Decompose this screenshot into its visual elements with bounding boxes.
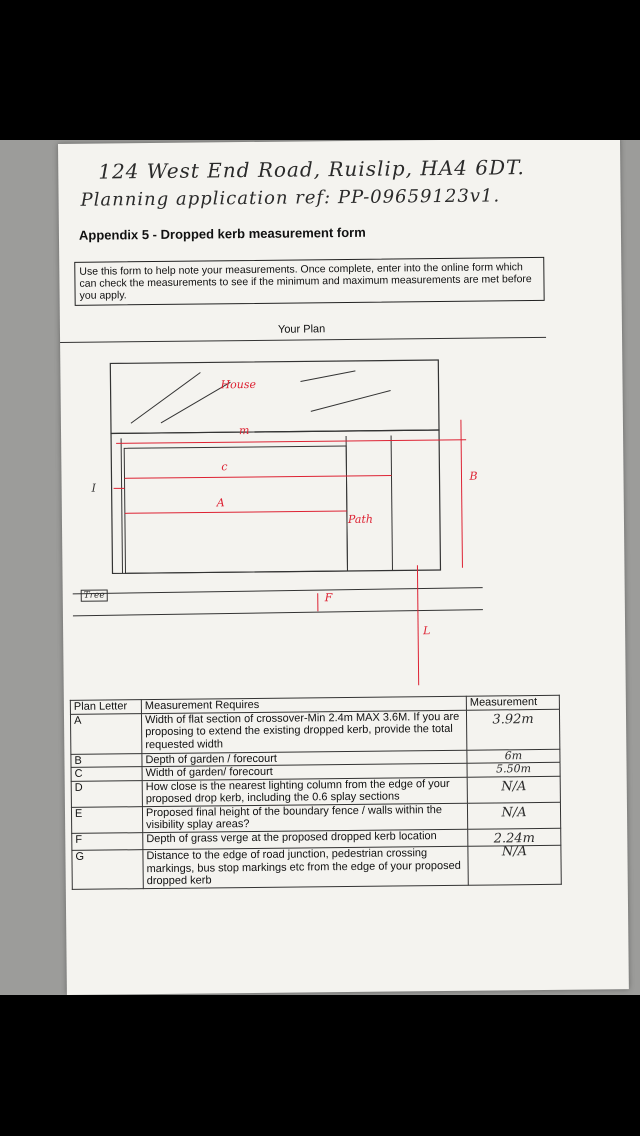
path-divider [346, 436, 347, 571]
driveway-outline [124, 446, 347, 573]
arrow-b [461, 420, 463, 568]
appendix-title: Appendix 5 - Dropped kerb measurement form [78, 224, 366, 243]
row-letter: D [71, 780, 142, 807]
label-path: Path [347, 512, 373, 526]
handwritten-planning-ref: Planning application ref: PP-09659123v1. [80, 185, 501, 211]
row-value: N/A [501, 844, 528, 860]
row-letter: G [72, 850, 143, 889]
row-value: N/A [501, 804, 527, 820]
row-value: 2.24m [493, 830, 536, 846]
intro-box [74, 257, 544, 306]
plan-sketch [60, 338, 626, 694]
house-hatch-line [311, 391, 391, 412]
row-requirement: How close is the nearest lighting column from the edge of your proposed drop kerb, including the 0.6 splay sections [142, 777, 467, 806]
header-measurement: Measurement [466, 695, 559, 709]
plan-title: Your Plan [277, 323, 326, 336]
arrow-l [417, 565, 418, 685]
road-line [73, 610, 483, 616]
house-hatch-line [130, 373, 201, 424]
row-letter: C [71, 767, 142, 781]
label-tree: Tree [81, 590, 108, 602]
row-value: N/A [501, 778, 527, 794]
label-l: L [423, 624, 431, 638]
arrow-c [125, 476, 392, 479]
table-row [70, 709, 559, 754]
measurement-arrows [113, 420, 469, 689]
row-value: 6m [504, 748, 523, 762]
label-b: B [469, 469, 478, 483]
row-requirement: Depth of garden / forecourt [142, 750, 467, 767]
label-i: I [91, 481, 97, 495]
label-a: A [216, 496, 225, 510]
row-letter: B [71, 753, 142, 767]
header-plan-letter: Plan Letter [70, 700, 141, 714]
house-hatch-line [300, 371, 355, 382]
header-requirement: Measurement Requires [141, 696, 466, 713]
row-requirement: Distance to the edge of road junction, pedestrian crossing markings, bus stop markings etc from the edge of your proposed dropped kerb [143, 846, 468, 888]
row-requirement: Depth of grass verge at the proposed dropped kerb location [143, 829, 468, 850]
row-letter: E [71, 806, 142, 833]
handwritten-address: 124 West End Road, Ruislip, HA4 6DT. [98, 155, 525, 184]
table-row [72, 845, 561, 889]
row-letter: F [72, 832, 143, 850]
row-requirement: Width of garden/ forecourt [142, 763, 467, 780]
path-divider [391, 436, 392, 571]
row-requirement: Width of flat section of crossover-Min 2.4m MAX 3.6M. If you are proposing to extend the existing dropped kerb, provide the total requested width [141, 710, 466, 753]
label-c: c [221, 460, 228, 474]
label-house: House [220, 377, 257, 392]
label-f: F [324, 591, 333, 605]
document-photo [0, 140, 640, 995]
arrow-m [116, 440, 466, 444]
house-outline [110, 360, 439, 433]
label-m: m [238, 424, 250, 438]
row-value: 5.50m [496, 762, 532, 776]
row-value: 3.92m [492, 711, 534, 727]
form-paper [58, 140, 629, 995]
road-line [73, 588, 483, 594]
row-letter: A [70, 713, 141, 754]
intro-text: Use this form to help note your measurements. Once complete, enter into the online form which can check the measurements to see if the minimum and maximum measurements are met before you apply. [79, 261, 532, 302]
measurement-table [70, 695, 562, 890]
garden-inner-line [121, 438, 122, 573]
row-requirement: Proposed final height of the boundary fence / walls within the visibility splay areas? [142, 803, 467, 832]
arrow-a [125, 511, 347, 513]
